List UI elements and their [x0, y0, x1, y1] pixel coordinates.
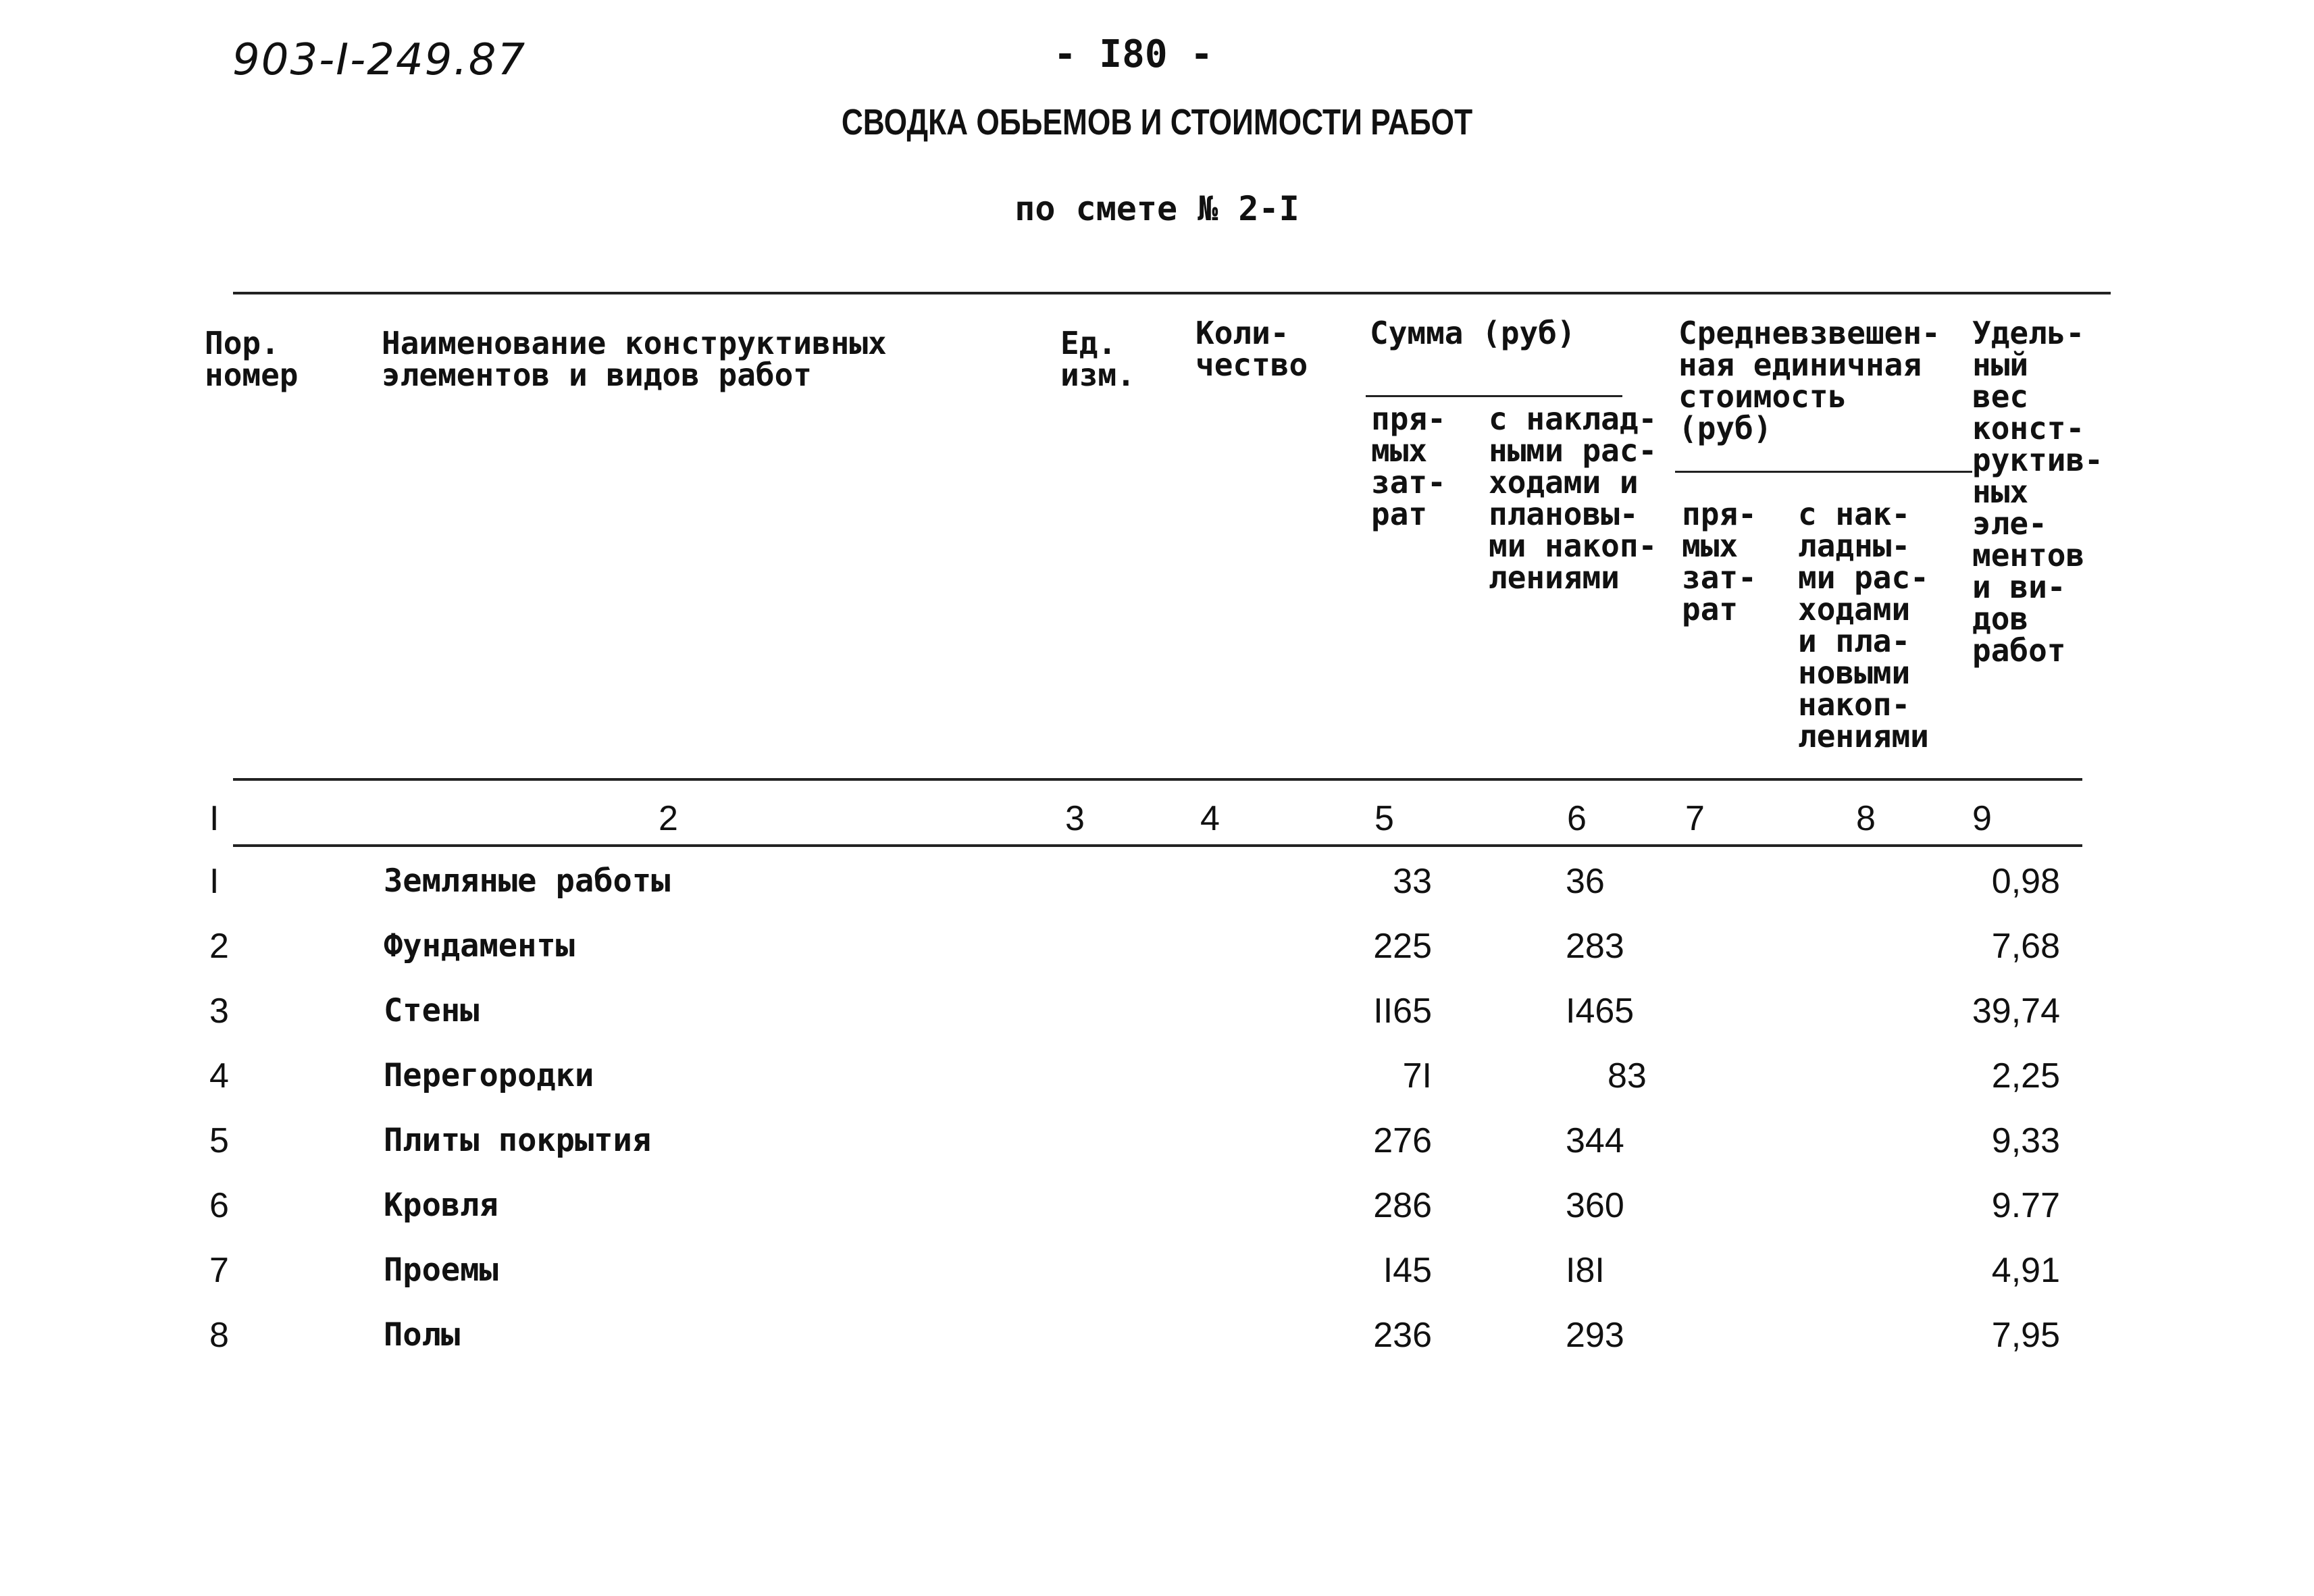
- table-row: [0, 926, 2314, 967]
- direct-cost: II65: [1373, 992, 1432, 1031]
- page-number: - I80 -: [1054, 32, 1214, 76]
- header-sum-overhead: с наклад- ными рас- ходами и плановы- ми накоп- лениями: [1489, 401, 1657, 596]
- table-row: [0, 1250, 2314, 1291]
- column-number: 5: [1374, 799, 1394, 838]
- column-numbers-rule: [233, 844, 2082, 847]
- direct-cost: 33: [1393, 862, 1432, 901]
- overhead-cost: 283: [1566, 927, 1624, 966]
- element-name: Плиты покрытия: [384, 1122, 652, 1159]
- specific-weight: 2,25: [1991, 1056, 2060, 1096]
- column-number: 9: [1972, 799, 1992, 838]
- header-order-number: Пор. номер: [205, 325, 299, 393]
- column-number: 4: [1200, 799, 1220, 838]
- sum-group-rule: [1366, 395, 1622, 397]
- specific-weight: 9.77: [1991, 1186, 2060, 1225]
- row-number: 4: [209, 1056, 229, 1096]
- header-element-name: Наименование конструктивных элементов и видов работ: [382, 325, 887, 393]
- element-name: Кровля: [384, 1187, 498, 1224]
- document-subtitle: по смете № 2-I: [1014, 189, 1300, 228]
- overhead-cost: 360: [1566, 1186, 1624, 1225]
- header-avg-cost-group: Средневзвешен- ная единичная стоимость (руб): [1678, 315, 1940, 446]
- specific-weight: 4,91: [1991, 1251, 2060, 1290]
- overhead-cost: 83: [1608, 1056, 1647, 1096]
- specific-weight: 9,33: [1991, 1121, 2060, 1160]
- header-sum-group: Сумма (руб): [1370, 315, 1576, 351]
- element-name: Проемы: [384, 1252, 498, 1289]
- row-number: 8: [209, 1316, 229, 1355]
- table-row: [0, 1056, 2314, 1096]
- table-row: [0, 1185, 2314, 1226]
- document-title: СВОДКА ОБЬЕМОВ И СТОИМОСТИ РАБОТ: [841, 102, 1473, 143]
- column-number: 7: [1685, 799, 1705, 838]
- row-number: 7: [209, 1251, 229, 1290]
- direct-cost: 236: [1373, 1316, 1432, 1355]
- overhead-cost: 293: [1566, 1316, 1624, 1355]
- element-name: Полы: [384, 1316, 461, 1354]
- column-number: 8: [1856, 799, 1876, 838]
- direct-cost: 225: [1373, 927, 1432, 966]
- column-number: I: [209, 799, 220, 838]
- header-sum-direct: пря- мых зат- рат: [1371, 401, 1446, 532]
- overhead-cost: 36: [1566, 862, 1605, 901]
- table-row: [0, 1315, 2314, 1356]
- row-number: I: [209, 862, 220, 901]
- specific-weight: 39,74: [1972, 992, 2060, 1031]
- element-name: Перегородки: [384, 1057, 594, 1094]
- overhead-cost: I8I: [1566, 1251, 1605, 1290]
- table-row: [0, 991, 2314, 1031]
- header-bottom-rule: [233, 778, 2082, 781]
- table-row: [0, 1121, 2314, 1161]
- specific-weight: 7,95: [1991, 1316, 2060, 1355]
- element-name: Фундаменты: [384, 927, 575, 964]
- header-avg-overhead: с нак- ладны- ми рас- ходами и пла- новыми накоп- лениями: [1798, 496, 1929, 754]
- header-avg-direct: пря- мых зат- рат: [1682, 496, 1757, 627]
- table-top-rule: [233, 292, 2111, 294]
- row-number: 2: [209, 927, 229, 966]
- row-number: 6: [209, 1186, 229, 1225]
- element-name: Стены: [384, 992, 480, 1029]
- row-number: 5: [209, 1121, 229, 1160]
- table-row: [0, 861, 2314, 902]
- element-name: Земляные работы: [384, 863, 671, 900]
- avg-group-rule: [1675, 471, 1972, 473]
- header-specific-weight: Удель- ный вес конст- руктив- ных эле- ментов и ви- дов работ: [1972, 315, 2103, 669]
- row-number: 3: [209, 992, 229, 1031]
- specific-weight: 0,98: [1991, 862, 2060, 901]
- overhead-cost: I465: [1566, 992, 1635, 1031]
- column-number: 2: [659, 799, 678, 838]
- header-unit: Ед. изм.: [1060, 325, 1135, 393]
- header-quantity: Коли- чество: [1195, 315, 1308, 383]
- direct-cost: 276: [1373, 1121, 1432, 1160]
- column-number: 3: [1065, 799, 1085, 838]
- direct-cost: I45: [1383, 1251, 1432, 1290]
- specific-weight: 7,68: [1991, 927, 2060, 966]
- direct-cost: 286: [1373, 1186, 1432, 1225]
- column-number: 6: [1567, 799, 1587, 838]
- document-code: 903-I-249.87: [232, 35, 527, 85]
- direct-cost: 7I: [1402, 1056, 1432, 1096]
- overhead-cost: 344: [1566, 1121, 1624, 1160]
